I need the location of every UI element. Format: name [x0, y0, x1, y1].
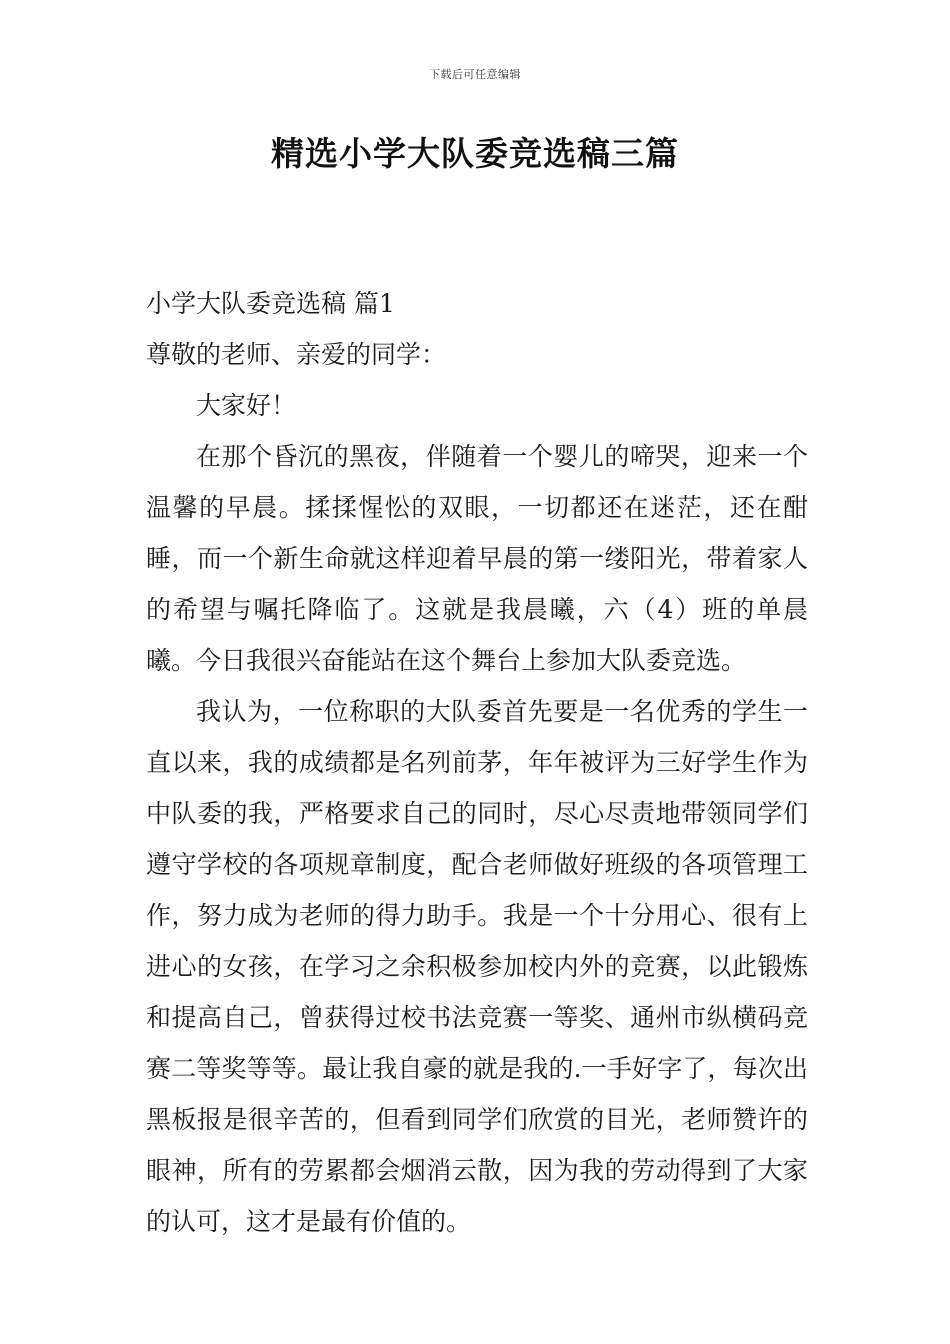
header-note: 下载后可任意编辑 [429, 68, 521, 81]
paragraph: 在那个昏沉的黑夜，伴随着一个婴儿的啼哭，迎来一个温馨的早晨。揉揉惺忪的双眼，一切都还在迷茫，还在酣睡，而一个新生命就这样迎着早晨的第一缕阳光，带着家人的希望与嘱托降临了。这就是我晨曦，六（4）班的单晨曦。今日我很兴奋能站在这个舞台上参加大队委竞选。 [146, 442, 808, 675]
document-body [146, 278, 808, 1247]
paragraph: 我认为，一位称职的大队委首先要是一名优秀的学生一直以来，我的成绩都是名列前茅，年年被评为三好学生作为中队委的我，严格要求自己的同时，尽心尽责地带领同学们遵守学校的各项规章制度，配合老师做好班级的各项管理工作，努力成为老师的得力助手。我是一个十分用心、很有上进心的女孩，在学习之余积极参加校内外的竞赛，以此锻炼和提高自己，曾获得过校书法竞赛一等奖、通州市纵横码竞赛二等奖等等。最让我自豪的就是我的.一手好字了，每次出黑板报是很辛苦的，但看到同学们欣赏的目光，老师赞许的眼神，所有的劳累都会烟消云散，因为我的劳动得到了大家的认可，这才是最有价值的。 [146, 697, 808, 1236]
document-title: 精选小学大队委竞选稿三篇 [271, 134, 679, 173]
greeting: 大家好！ [196, 391, 297, 420]
section-heading: 小学大队委竞选稿 篇1 [146, 289, 395, 318]
salutation: 尊敬的老师、亲爱的同学： [146, 340, 447, 369]
